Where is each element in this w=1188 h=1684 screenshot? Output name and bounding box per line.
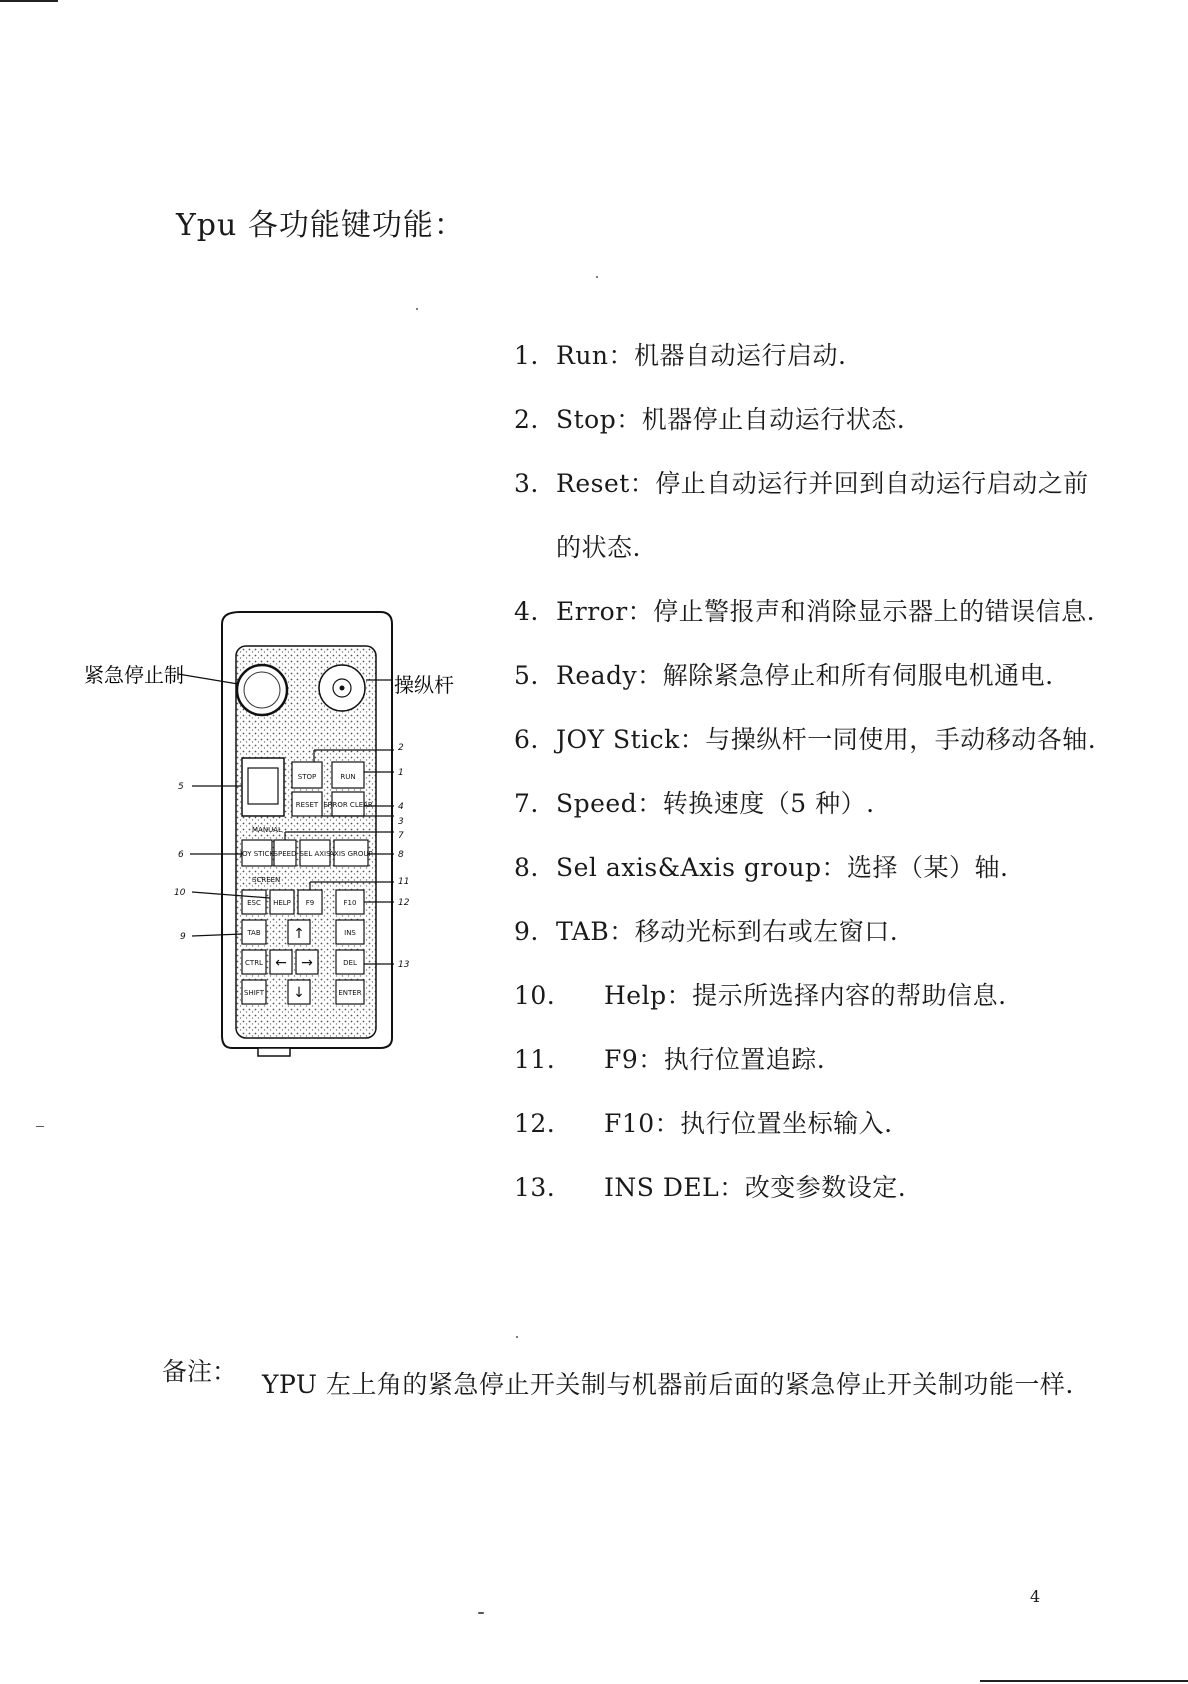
scan-line-bottom-right xyxy=(980,1680,1188,1682)
arrow-left-icon: ← xyxy=(275,955,287,971)
page-number: 4 xyxy=(1030,1587,1041,1606)
note-label: 备注： xyxy=(162,1357,238,1386)
item-text: Stop：机器停止自动运行状态. xyxy=(556,405,906,434)
ypu-pendant-figure xyxy=(80,600,520,1070)
error-clear-key-label: ERROR CLEAR xyxy=(323,801,373,809)
help-key-label: HELP xyxy=(273,899,291,907)
list-item xyxy=(514,848,1008,884)
callout-1: 1 xyxy=(398,768,404,778)
tab-key-label: TAB xyxy=(247,929,261,937)
item-number: 5. xyxy=(514,661,539,690)
sel-axis-key-label: SEL AXIS xyxy=(299,850,331,858)
list-item xyxy=(514,720,1096,756)
run-key-label: RUN xyxy=(340,773,356,781)
axis-group-key-label: AXIS GROUP xyxy=(329,850,373,858)
ctrl-key-label: CTRL xyxy=(245,959,263,967)
callout-10: 10 xyxy=(174,888,186,898)
scan-speck xyxy=(478,1612,484,1614)
screen-label: SCREEN xyxy=(252,876,281,884)
shift-key-label: SHIFT xyxy=(244,989,264,997)
list-item xyxy=(514,784,875,820)
scan-speck xyxy=(416,308,418,310)
ins-key-label: INS xyxy=(344,929,356,937)
item-number: 7. xyxy=(514,789,539,818)
list-item xyxy=(514,656,1054,692)
arrow-right-icon: → xyxy=(301,955,313,971)
item-number: 11. xyxy=(514,1045,556,1074)
joy-stick-key-label: JOY STICK xyxy=(240,850,274,858)
item-number: 3. xyxy=(514,469,539,498)
speed-key-label: SPEED xyxy=(273,850,297,858)
scan-speck xyxy=(36,1126,44,1127)
stop-key-label: STOP xyxy=(297,773,317,781)
list-item-continuation xyxy=(514,528,641,564)
callout-5: 5 xyxy=(178,782,184,792)
manual-label: MANUAL xyxy=(252,826,282,834)
reset-key-label: RESET xyxy=(295,801,319,809)
scan-speck xyxy=(596,276,598,278)
item-number: 6. xyxy=(514,725,539,754)
item-text: F10：执行位置坐标输入. xyxy=(604,1109,893,1138)
page-title: Ypu 各功能键功能： xyxy=(176,208,465,243)
item-text: Run：机器自动运行启动. xyxy=(556,341,847,370)
item-text: Speed：转换速度（5 种）. xyxy=(556,789,875,818)
note-text: YPU 左上角的紧急停止开关制与机器前后面的紧急停止开关制功能一样. xyxy=(262,1370,1074,1399)
callout-8: 8 xyxy=(398,850,404,860)
item-text: JOY Stick：与操纵杆一同使用，手动移动各轴. xyxy=(556,725,1097,754)
callout-7: 7 xyxy=(398,831,404,841)
list-item xyxy=(514,976,1007,1012)
item-number: 9. xyxy=(514,917,539,946)
callout-9: 9 xyxy=(180,932,186,942)
item-text: Sel axis&Axis group：选择（某）轴. xyxy=(556,853,1009,882)
callout-6: 6 xyxy=(178,850,184,860)
item-number: 12. xyxy=(514,1109,556,1138)
item-text: Error：停止警报声和消除显示器上的错误信息. xyxy=(556,597,1096,626)
item-text: 的状态. xyxy=(556,533,641,562)
callout-11: 11 xyxy=(398,877,410,887)
callout-13: 13 xyxy=(398,960,410,970)
item-number: 10. xyxy=(514,981,556,1010)
item-text: Ready：解除紧急停止和所有伺服电机通电. xyxy=(556,661,1054,690)
arrow-down-icon: ↓ xyxy=(293,985,305,1001)
callout-2: 2 xyxy=(398,743,404,753)
list-item xyxy=(514,464,1089,500)
del-key-label: DEL xyxy=(343,959,357,967)
item-text: Reset：停止自动运行并回到自动运行启动之前 xyxy=(556,469,1089,498)
item-number: 1. xyxy=(514,341,539,370)
arrow-up-icon: ↑ xyxy=(293,926,305,942)
pendant-foot xyxy=(258,1048,290,1056)
callout-4: 4 xyxy=(398,802,404,812)
scan-speck xyxy=(516,1336,518,1338)
esc-key-label: ESC xyxy=(247,899,261,907)
callout-3: 3 xyxy=(398,817,404,827)
list-item xyxy=(514,400,905,436)
f9-key-label: F9 xyxy=(305,899,315,907)
emergency-stop-callout-label: 紧急停止制 xyxy=(84,663,184,687)
list-item xyxy=(514,592,1095,628)
joystick-callout-label: 操纵杆 xyxy=(394,673,454,697)
item-text: Help：提示所选择内容的帮助信息. xyxy=(604,981,1007,1010)
list-item xyxy=(514,1040,825,1076)
list-item xyxy=(514,912,898,948)
callout-12: 12 xyxy=(398,898,410,908)
scan-line-top-left xyxy=(0,0,58,2)
f10-key-label: F10 xyxy=(343,899,357,907)
list-item xyxy=(514,1104,893,1140)
enter-key-label: ENTER xyxy=(338,989,362,997)
item-text: TAB：移动光标到右或左窗口. xyxy=(556,917,899,946)
item-text: F9：执行位置追踪. xyxy=(604,1045,826,1074)
item-number: 13. xyxy=(514,1173,556,1202)
list-item xyxy=(514,1168,906,1204)
list-item xyxy=(514,336,846,372)
item-text: INS DEL：改变参数设定. xyxy=(604,1173,907,1202)
item-number: 2. xyxy=(514,405,539,434)
item-number: 4. xyxy=(514,597,539,626)
item-number: 8. xyxy=(514,853,539,882)
